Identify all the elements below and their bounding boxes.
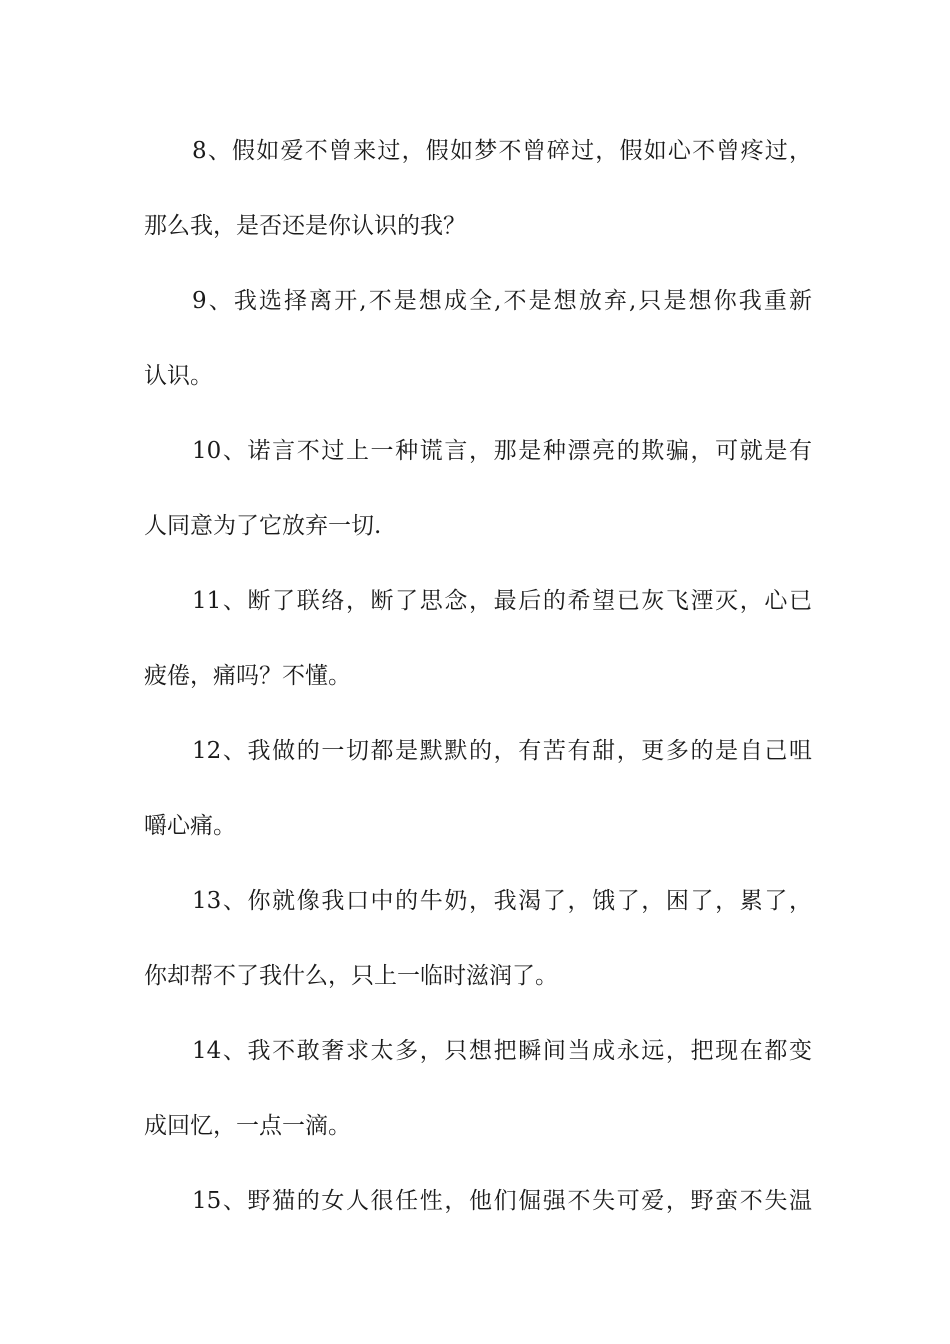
paragraph-15-line-1: 15、野猫的女人很任性，他们倔强不失可爱，野蛮不失温 bbox=[192, 1188, 812, 1214]
paragraph-12-line-1: 12、我做的一切都是默默的，有苦有甜，更多的是自己咀 bbox=[192, 738, 812, 764]
paragraph-11-line-1: 11、断了联络，断了思念，最后的希望已灰飞湮灭，心已 bbox=[192, 588, 812, 614]
paragraph-9-line-2: 认识。 bbox=[144, 363, 213, 389]
paragraph-13-line-1: 13、你就像我口中的牛奶，我渴了，饿了，困了，累了， bbox=[192, 888, 812, 914]
paragraph-11-line-2: 疲倦，痛吗？不懂。 bbox=[144, 663, 351, 689]
paragraph-10-line-1: 10、诺言不过上一种谎言，那是种漂亮的欺骗，可就是有 bbox=[192, 438, 812, 464]
paragraph-10-line-2: 人同意为了它放弃一切. bbox=[144, 513, 382, 539]
paragraph-13-line-2: 你却帮不了我什么，只上一临时滋润了。 bbox=[144, 963, 558, 989]
paragraph-8-line-2: 那么我，是否还是你认识的我？ bbox=[144, 213, 466, 239]
paragraph-14-line-1: 14、我不敢奢求太多，只想把瞬间当成永远，把现在都变 bbox=[192, 1038, 812, 1064]
paragraph-8-line-1: 8、假如爱不曾来过，假如梦不曾碎过，假如心不曾疼过， bbox=[192, 138, 812, 164]
paragraph-14-line-2: 成回忆，一点一滴。 bbox=[144, 1113, 351, 1139]
paragraph-9-line-1: 9、我选择离开,不是想成全,不是想放弃,只是想你我重新 bbox=[192, 288, 812, 314]
paragraph-12-line-2: 嚼心痛。 bbox=[144, 813, 236, 839]
